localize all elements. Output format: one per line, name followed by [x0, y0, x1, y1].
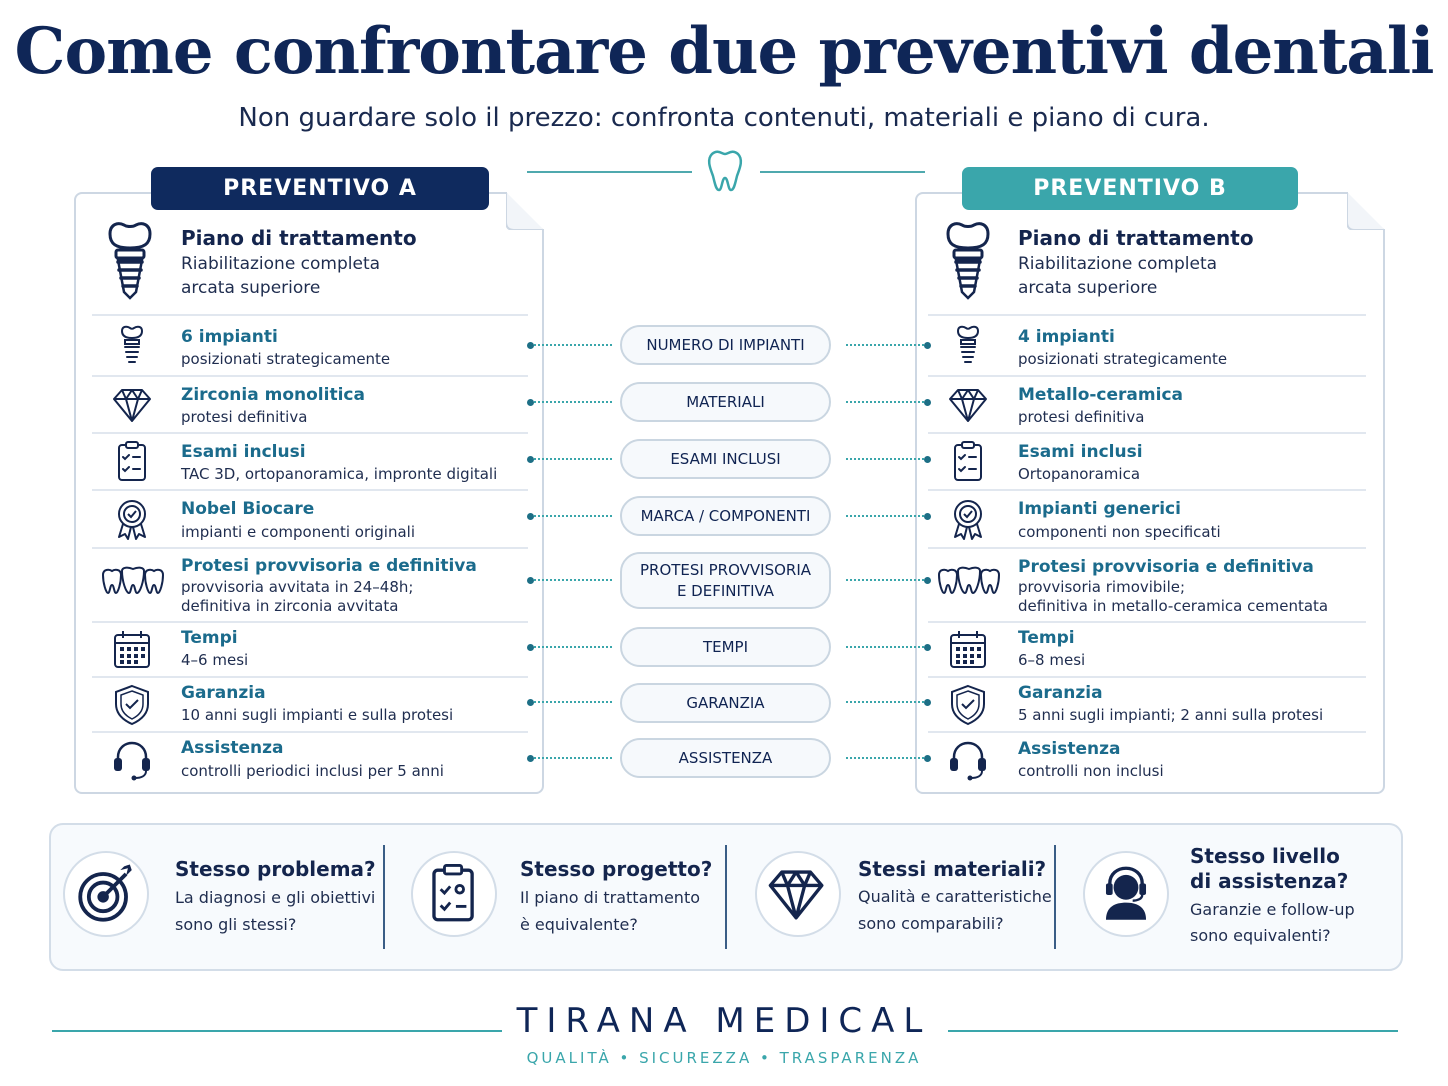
- row-a-title: Protesi provvisoria e definitiva: [181, 556, 477, 576]
- connector-dot: [527, 755, 534, 762]
- question-desc: sono comparabili?: [858, 914, 1004, 933]
- row-a-desc: protesi definitiva: [181, 408, 308, 426]
- row-b-title: Garanzia: [1018, 683, 1103, 703]
- plan-title-b: Piano di trattamento: [1018, 226, 1254, 250]
- clipboard-icon: [946, 440, 990, 484]
- implant-icon: [104, 222, 156, 300]
- connector-line: [846, 646, 928, 648]
- row-b-title: Esami inclusi: [1018, 442, 1143, 462]
- connector-line: [530, 344, 612, 346]
- question-icon-circle: [411, 851, 497, 937]
- row-a-desc: definitiva in zirconia avvitata: [181, 597, 399, 615]
- row-a-title: Nobel Biocare: [181, 499, 315, 519]
- row-b-title: 4 impianti: [1018, 327, 1115, 347]
- preventivo-a-tab: PREVENTIVO A: [151, 167, 489, 210]
- question-desc: Qualità e caratteristiche: [858, 887, 1052, 906]
- connector-dot: [527, 699, 534, 706]
- row-a-title: Zirconia monolitica: [181, 385, 365, 405]
- row-a-desc: provvisoria avvitata in 24–48h;: [181, 578, 414, 596]
- headset-icon: [946, 738, 990, 782]
- row-b-desc: provvisoria rimovibile;: [1018, 578, 1186, 596]
- teeth-icon: [936, 563, 1002, 607]
- connector-line: [530, 757, 612, 759]
- row-b-desc: 5 anni sugli impianti; 2 anni sulla protesi: [1018, 706, 1324, 724]
- connector-dot: [527, 456, 534, 463]
- connector-dot: [924, 644, 931, 651]
- connector-dot: [924, 577, 931, 584]
- criterion-pill: MARCA / COMPONENTI: [620, 496, 831, 536]
- question-desc: è equivalente?: [520, 915, 638, 934]
- row-a-desc: 10 anni sugli impianti e sulla protesi: [181, 706, 454, 724]
- row-b-exams: [928, 432, 1366, 489]
- row-a-timing: [92, 621, 528, 678]
- shield-icon: [946, 683, 990, 727]
- support-agent-icon: [1085, 853, 1167, 935]
- row-b-desc: posizionati strategicamente: [1018, 350, 1228, 368]
- page-fold-icon: [506, 192, 544, 230]
- connector-line: [846, 458, 928, 460]
- row-a-desc: impianti e componenti originali: [181, 523, 416, 541]
- question-title: Stessi materiali?: [858, 857, 1047, 881]
- connector-line: [530, 701, 612, 703]
- connector-dot: [527, 399, 534, 406]
- question-desc: Garanzie e follow-up: [1190, 900, 1355, 919]
- page-title: Come confrontare due preventivi dentali: [14, 14, 1434, 89]
- teeth-icon: [100, 563, 166, 607]
- row-a-title: Esami inclusi: [181, 442, 306, 462]
- connector-dot: [924, 513, 931, 520]
- connector-line: [846, 515, 928, 517]
- connector-dot: [924, 342, 931, 349]
- connector-dot: [924, 456, 931, 463]
- row-a-desc: 4–6 mesi: [181, 651, 249, 669]
- connector-dot: [527, 342, 534, 349]
- row-b-title: Metallo-ceramica: [1018, 385, 1183, 405]
- row-b-desc: protesi definitiva: [1018, 408, 1145, 426]
- headset-icon: [110, 738, 154, 782]
- calendar-icon: [946, 628, 990, 672]
- row-a-desc: controlli periodici inclusi per 5 anni: [181, 762, 444, 780]
- calendar-icon: [110, 628, 154, 672]
- question-title: di assistenza?: [1190, 869, 1349, 893]
- row-b-title: Protesi provvisoria e definitiva: [1018, 557, 1314, 577]
- connector-line: [846, 344, 928, 346]
- diamond-icon: [757, 853, 839, 935]
- row-a-desc: posizionati strategicamente: [181, 350, 391, 368]
- clipboard-icon: [413, 853, 495, 935]
- divider-right: [760, 171, 925, 173]
- brand-logo: TIRANA MEDICAL: [516, 1001, 932, 1041]
- row-b-desc: Ortopanoramica: [1018, 465, 1141, 483]
- connector-dot: [924, 755, 931, 762]
- question-separator: [383, 845, 385, 949]
- criterion-pill: ASSISTENZA: [620, 738, 831, 778]
- row-b-desc: 6–8 mesi: [1018, 651, 1086, 669]
- row-b-desc: definitiva in metallo-ceramica cementata: [1018, 597, 1329, 615]
- target-icon: [65, 853, 147, 935]
- question-separator: [725, 845, 727, 949]
- question-title: Stesso livello: [1190, 844, 1340, 868]
- shield-icon: [110, 683, 154, 727]
- row-b-title: Assistenza: [1018, 739, 1121, 759]
- criterion-pill: TEMPI: [620, 627, 831, 667]
- question-icon-circle: [1083, 851, 1169, 937]
- question-title: Stesso problema?: [175, 857, 376, 881]
- connector-line: [530, 458, 612, 460]
- row-b-title: Impianti generici: [1018, 499, 1181, 519]
- row-a-title: Garanzia: [181, 683, 266, 703]
- connector-dot: [527, 644, 534, 651]
- row-a-title: 6 impianti: [181, 327, 278, 347]
- implant-icon: [942, 222, 994, 300]
- connector-dot: [924, 399, 931, 406]
- criterion-pill: NUMERO DI IMPIANTI: [620, 325, 831, 365]
- row-a-desc: TAC 3D, ortopanoramica, impronte digitali: [181, 465, 498, 483]
- question-separator: [1054, 845, 1056, 949]
- row-a-title: Assistenza: [181, 738, 284, 758]
- question-desc: Il piano di trattamento: [520, 888, 700, 907]
- criterion-pill: MATERIALI: [620, 382, 831, 422]
- row-b-title: Tempi: [1018, 628, 1075, 648]
- page-subtitle: Non guardare solo il prezzo: confronta contenuti, materiali e piano di cura.: [238, 103, 1210, 133]
- connector-line: [846, 401, 928, 403]
- connector-line: [846, 757, 928, 759]
- question-title: Stesso progetto?: [520, 857, 713, 881]
- connector-line: [530, 646, 612, 648]
- connector-line: [530, 579, 612, 581]
- question-desc: La diagnosi e gli obiettivi: [175, 888, 376, 907]
- row-b-desc: componenti non specificati: [1018, 523, 1221, 541]
- question-icon-circle: [63, 851, 149, 937]
- row-b-desc: controlli non inclusi: [1018, 762, 1164, 780]
- question-desc: sono equivalenti?: [1190, 926, 1331, 945]
- award-icon: [946, 497, 990, 541]
- row-a-title: Tempi: [181, 628, 238, 648]
- implant-icon: [946, 325, 990, 369]
- plan-desc-b: Riabilitazione completa arcata superiore: [1018, 254, 1218, 298]
- implant-icon: [110, 325, 154, 369]
- preventivo-b-tab: PREVENTIVO B: [962, 167, 1298, 210]
- question-icon-circle: [755, 851, 841, 937]
- diamond-icon: [946, 383, 990, 427]
- connector-dot: [527, 513, 534, 520]
- tooth-icon: [704, 148, 746, 192]
- question-desc: sono gli stessi?: [175, 915, 297, 934]
- brand-tagline: QUALITÀ • SICUREZZA • TRASPARENZA: [526, 1049, 922, 1067]
- connector-dot: [924, 699, 931, 706]
- connector-line: [530, 515, 612, 517]
- connector-dot: [527, 577, 534, 584]
- criterion-pill: PROTESI PROVVISORIA E DEFINITIVA: [620, 552, 831, 609]
- divider-left: [527, 171, 692, 173]
- connector-line: [846, 701, 928, 703]
- criterion-pill: ESAMI INCLUSI: [620, 439, 831, 479]
- clipboard-icon: [110, 440, 154, 484]
- page-fold-icon: [1347, 192, 1385, 230]
- diamond-icon: [110, 383, 154, 427]
- criterion-pill: GARANZIA: [620, 683, 831, 723]
- connector-line: [530, 401, 612, 403]
- connector-line: [846, 579, 928, 581]
- award-icon: [110, 497, 154, 541]
- plan-desc-a: Riabilitazione completa arcata superiore: [181, 254, 381, 298]
- plan-title-a: Piano di trattamento: [181, 226, 417, 250]
- row-b-timing: [928, 621, 1366, 678]
